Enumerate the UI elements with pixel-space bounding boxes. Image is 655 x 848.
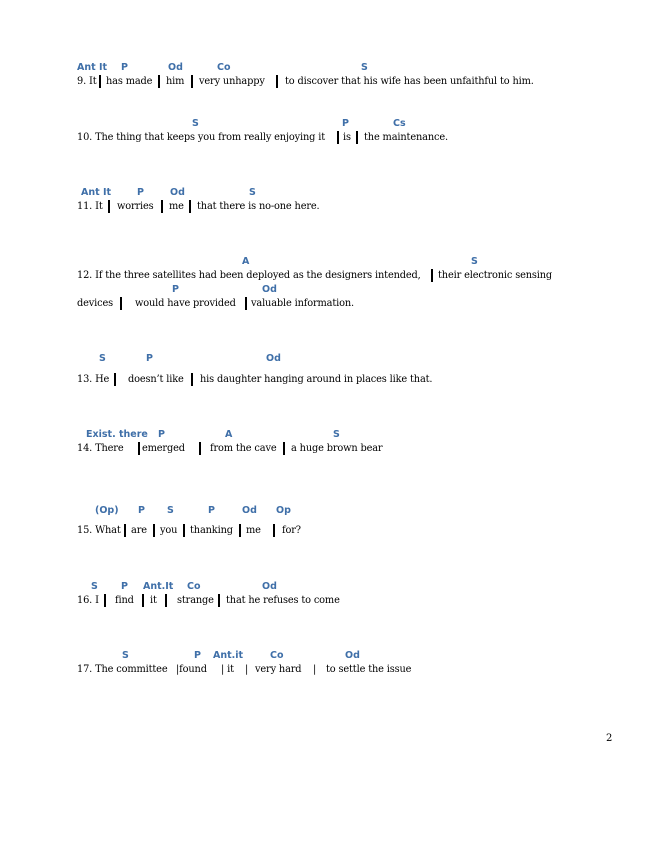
sentence-part: for? [282, 525, 301, 536]
page-number: 2 [606, 733, 613, 744]
divider [108, 200, 110, 213]
label-cs: Cs [393, 118, 406, 129]
label-od: Od [242, 505, 257, 516]
sentence-part: is [343, 132, 351, 143]
divider [142, 594, 144, 607]
label-p: P [121, 62, 128, 73]
label-a: A [225, 429, 233, 440]
sentence-part: it [150, 595, 157, 606]
divider [191, 75, 193, 88]
divider [245, 297, 247, 310]
sentence-part: valuable information. [251, 298, 354, 309]
label-ant-it: Ant.it [213, 650, 244, 661]
label-co: Co [187, 581, 201, 592]
label-ant-it: Ant It [81, 187, 112, 198]
sentence-part: | it [221, 664, 234, 675]
sentence-part: devices [77, 298, 113, 309]
sentence-part: to settle the issue [326, 664, 412, 675]
sentence-part: a huge brown bear [291, 443, 383, 454]
divider [218, 594, 220, 607]
sentence-part: very hard [255, 664, 302, 675]
label-p: P [137, 187, 144, 198]
sentence-part: 10. The thing that keeps you from really enjoying it [77, 132, 325, 143]
label-s: S [91, 581, 98, 592]
sentence-part: that there is no-one here. [197, 201, 320, 212]
sentence-part: 13. He [77, 374, 110, 385]
sentence-part: his daughter hanging around in places like that. [200, 374, 433, 385]
label-od: Od [262, 284, 277, 295]
label-exist-there: Exist. there [86, 429, 148, 440]
sentence-part: very unhappy [199, 76, 265, 87]
sentence-part: you [160, 525, 178, 536]
sentence-part: me [169, 201, 184, 212]
sentence-part: thanking [190, 525, 233, 536]
sentence-part: 11. It [77, 201, 103, 212]
sentence-part: 15. What [77, 525, 121, 536]
sentence-part: | [245, 664, 249, 675]
sentence-part: worries [117, 201, 154, 212]
label-od: Od [170, 187, 185, 198]
label-s: S [471, 256, 478, 267]
sentence-part: him [166, 76, 185, 87]
label-p: P [342, 118, 349, 129]
sentence-part: find [115, 595, 134, 606]
label-s: S [361, 62, 368, 73]
divider [191, 373, 193, 386]
sentence-part: has made [106, 76, 153, 87]
label-od: Od [266, 353, 281, 364]
divider [189, 200, 191, 213]
sentence-part: 14. There [77, 443, 124, 454]
label-od: Od [168, 62, 183, 73]
divider [356, 131, 358, 144]
label-s: S [249, 187, 256, 198]
divider [124, 524, 126, 537]
divider [431, 269, 433, 282]
label-p: P [172, 284, 179, 295]
divider [138, 442, 140, 455]
divider [120, 297, 122, 310]
divider [104, 594, 106, 607]
label-s: S [192, 118, 199, 129]
label-op-optional: (Op) [95, 505, 119, 516]
label-p: P [194, 650, 201, 661]
divider [153, 524, 155, 537]
divider [114, 373, 116, 386]
sentence-part: the maintenance. [364, 132, 448, 143]
divider [161, 200, 163, 213]
sentence-part: me [246, 525, 261, 536]
label-a: A [242, 256, 250, 267]
sentence-part: 16. I [77, 595, 99, 606]
sentence-part: | [313, 664, 317, 675]
label-s: S [122, 650, 129, 661]
divider [165, 594, 167, 607]
sentence-part: would have provided [135, 298, 236, 309]
sentence-part: are [131, 525, 147, 536]
divider [158, 75, 160, 88]
sentence-part: 12. If the three satellites had been deployed as the designers intended, [77, 270, 421, 281]
sentence-part: emerged [142, 443, 185, 454]
divider [183, 524, 185, 537]
divider [283, 442, 285, 455]
divider [276, 75, 278, 88]
label-ant-it: Ant It [77, 62, 108, 73]
label-co: Co [270, 650, 284, 661]
sentence-part: to discover that his wife has been unfaithful to him. [285, 76, 534, 87]
label-s: S [333, 429, 340, 440]
sentence-part: from the cave [210, 443, 277, 454]
divider [199, 442, 201, 455]
sentence-part: |found [176, 664, 207, 675]
label-ant-it: Ant.It [143, 581, 174, 592]
sentence-part: doesn’t like [128, 374, 184, 385]
divider [99, 75, 101, 88]
label-co: Co [217, 62, 231, 73]
divider [273, 524, 275, 537]
sentence-part: their electronic sensing [438, 270, 553, 281]
label-p: P [208, 505, 215, 516]
label-p: P [138, 505, 145, 516]
label-od: Od [262, 581, 277, 592]
divider [337, 131, 339, 144]
sentence-part: that he refuses to come [226, 595, 340, 606]
label-p: P [158, 429, 165, 440]
label-s: S [99, 353, 106, 364]
sentence-part: 9. It [77, 76, 97, 87]
sentence-part: 17. The committee [77, 664, 168, 675]
label-s: S [167, 505, 174, 516]
label-p: P [121, 581, 128, 592]
label-op: Op [276, 505, 291, 516]
label-od: Od [345, 650, 360, 661]
sentence-part: strange [177, 595, 214, 606]
divider [239, 524, 241, 537]
label-p: P [146, 353, 153, 364]
